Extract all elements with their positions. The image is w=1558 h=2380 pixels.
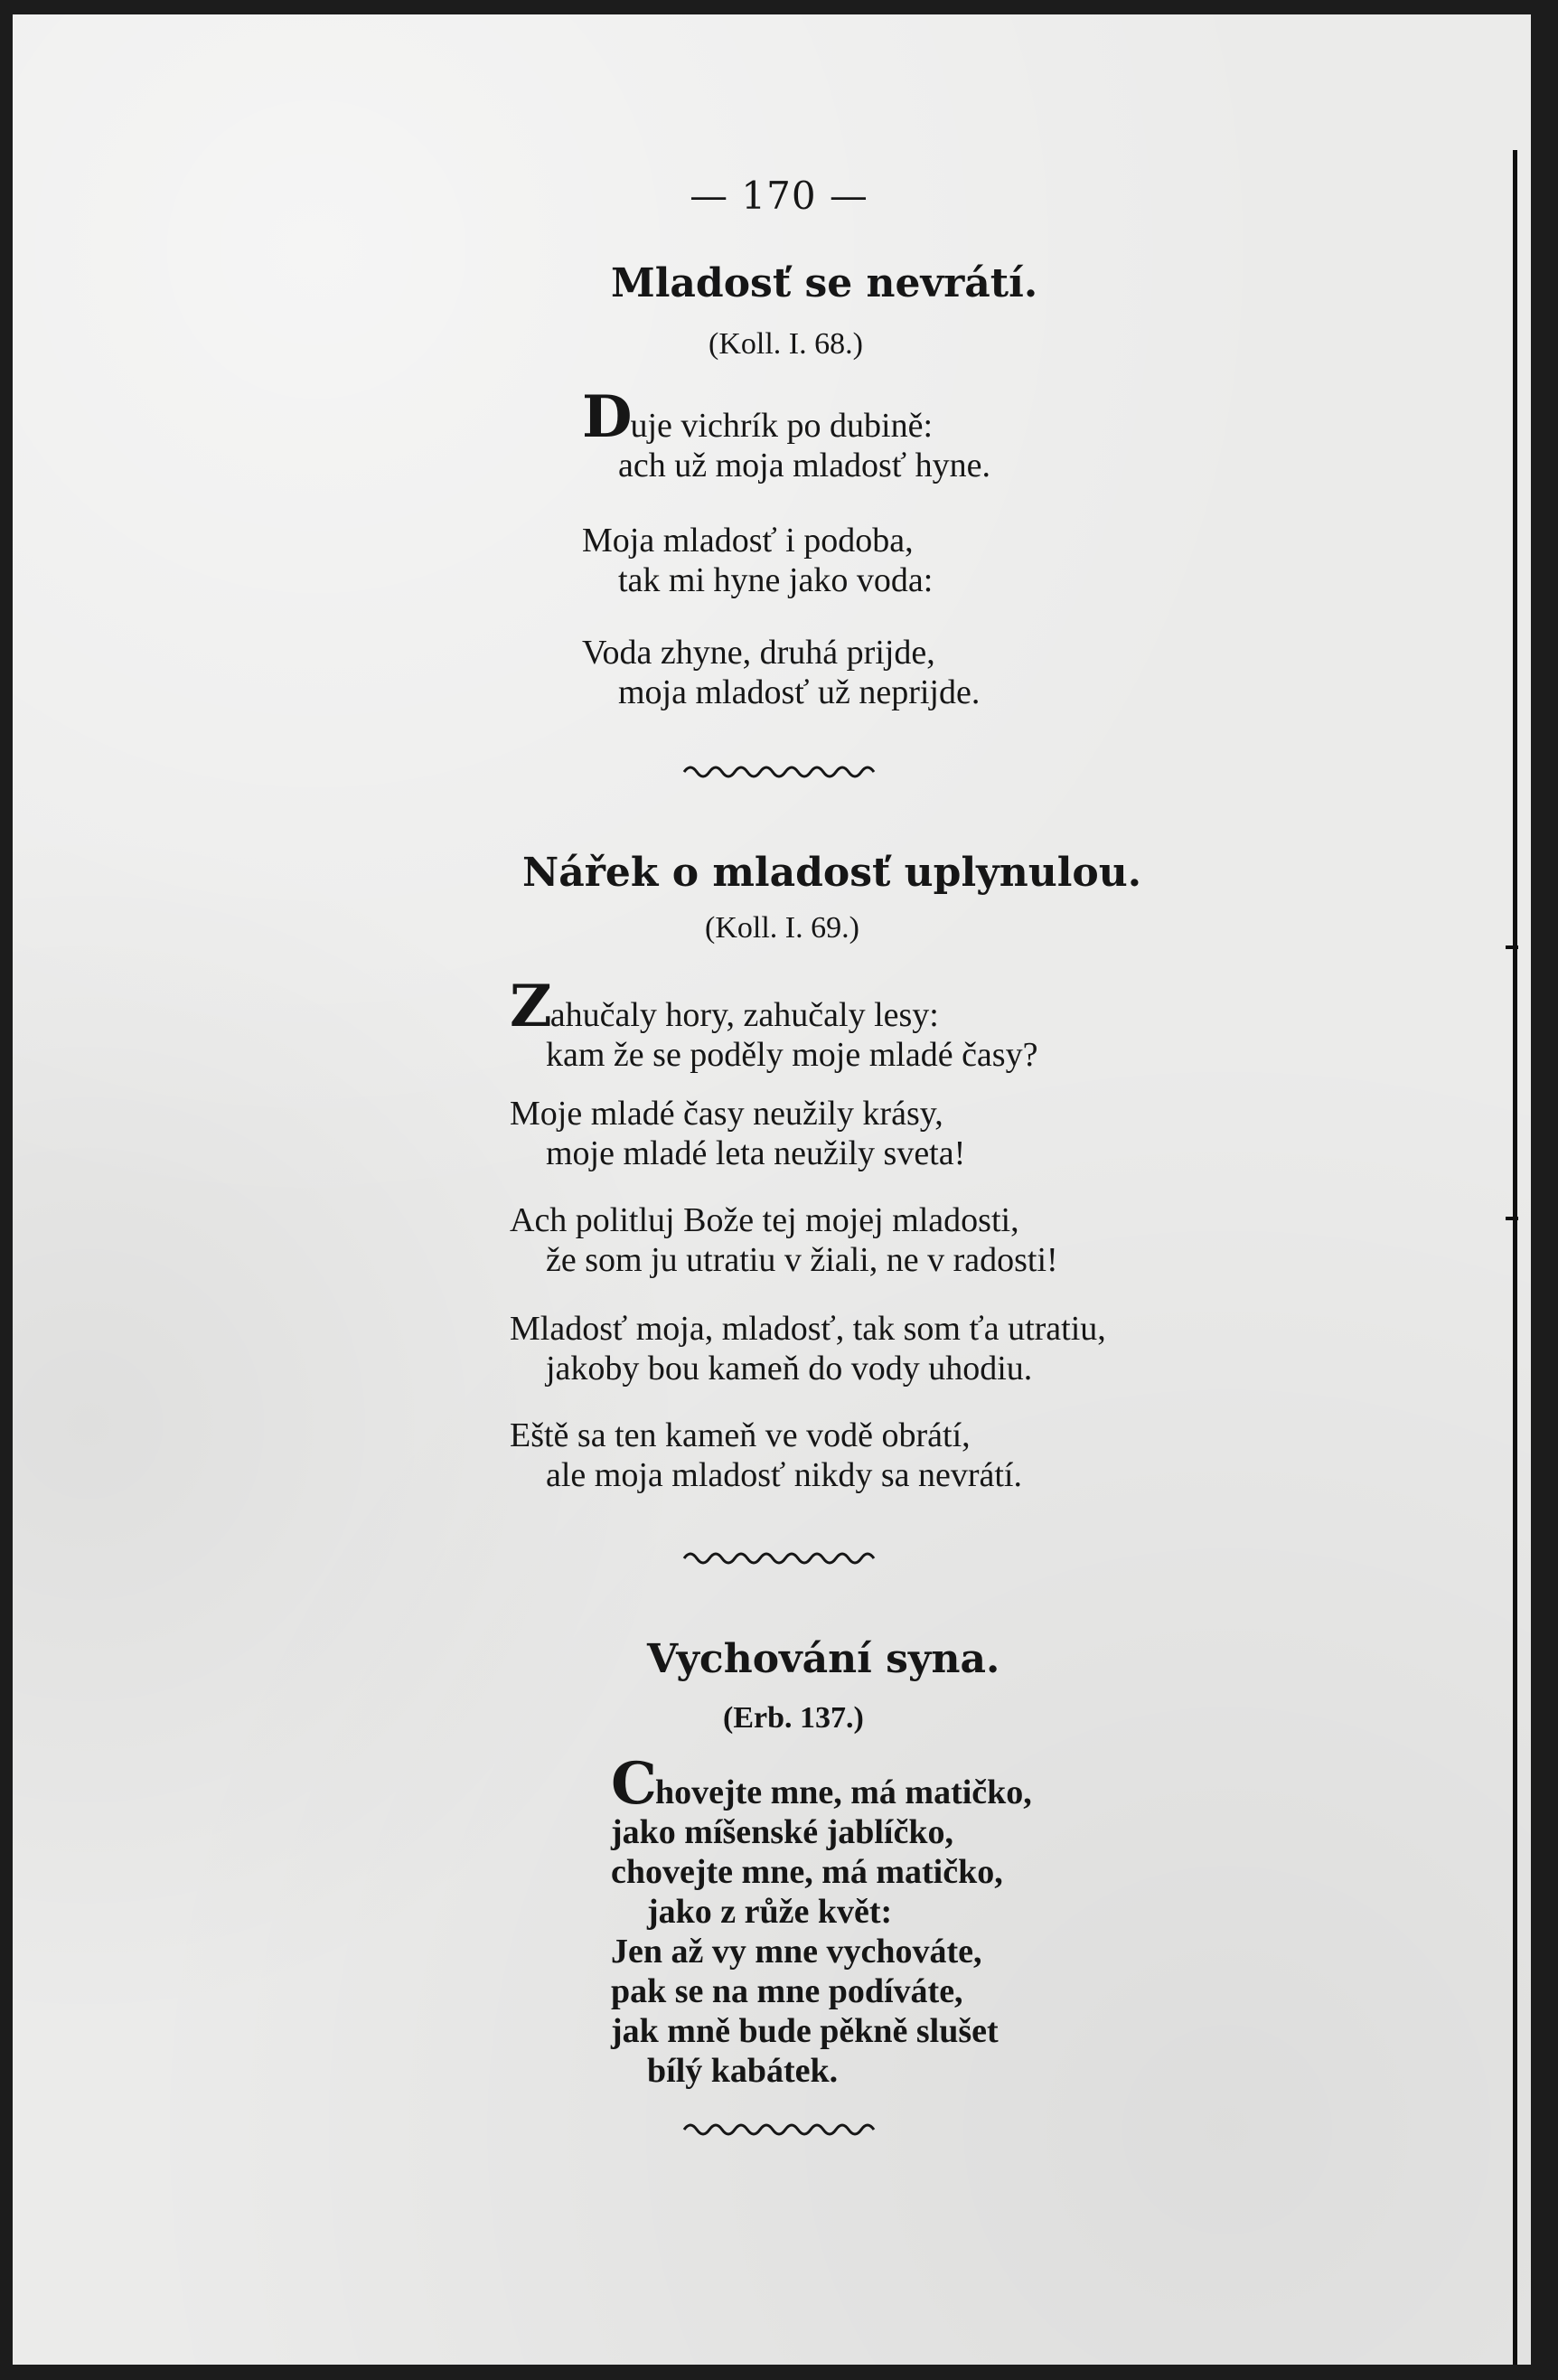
poem-source: (Erb. 137.) — [723, 1701, 864, 1735]
poem-body — [582, 521, 933, 600]
stanza — [510, 1094, 965, 1173]
verse-line: kam že se poděly moje mladé časy? — [546, 1036, 1038, 1074]
poem-source: (Koll. I. 68.) — [709, 327, 863, 361]
verse-line: Jen až vy mne vychováte, — [611, 1933, 982, 1971]
verse-line: Duje vichrík po dubině: — [582, 383, 934, 451]
verse-line: jakoby bou kameň do vody uhodiu. — [546, 1350, 1033, 1388]
poem-title: Vychování syna. — [647, 1636, 1000, 1682]
verse-line: ach už moja mladosť hyne. — [618, 447, 990, 484]
stanza — [510, 1416, 1022, 1495]
drop-cap: D — [582, 383, 631, 451]
verse-line: Moje mladé časy neužily krásy, — [510, 1095, 943, 1133]
verse-line: že som ju utratiu v žiali, ne v radosti! — [546, 1241, 1058, 1279]
ornament-divider — [0, 1547, 1558, 1569]
verse-line: jak mně bude pěkně slušet — [611, 2012, 999, 2050]
verse-line: bílý kabátek. — [647, 2052, 839, 2090]
verse-line: moje mladé leta neužily sveta! — [546, 1134, 966, 1172]
drop-cap: Z — [510, 973, 550, 1040]
verse-line: Zahučaly hory, zahučaly lesy: — [510, 973, 939, 1040]
drop-cap: C — [611, 1750, 655, 1818]
verse-line: Ach politluj Bože tej mojej mladosti, — [510, 1201, 1019, 1239]
stanza — [510, 1309, 1106, 1388]
poem-body — [582, 633, 980, 712]
verse-line: jako z růže květ: — [647, 1893, 893, 1931]
page-edge-notch — [1506, 1217, 1518, 1220]
verse-line: Eště sa ten kameň ve vodě obrátí, — [510, 1416, 971, 1454]
page-number: — 170 — — [690, 174, 868, 218]
poem-title: Mladosť se nevrátí. — [611, 260, 1038, 306]
verse-line: Voda zhyne, druhá prijde, — [582, 634, 935, 672]
page-edge-notch — [1506, 945, 1518, 949]
verse-line: Moja mladosť i podoba, — [582, 522, 914, 560]
verse-line: chovejte mne, má matičko, — [611, 1853, 1003, 1891]
page-edge-line — [1513, 150, 1517, 2365]
stanza — [510, 1200, 1058, 1280]
stanza — [510, 973, 1038, 1075]
poem-body — [582, 383, 990, 485]
stanza — [582, 383, 990, 485]
verse-line: pak se na mne podíváte, — [611, 1972, 963, 2010]
ornament-divider — [0, 2119, 1558, 2140]
poem-body — [611, 1750, 1032, 2091]
verse-line: ale moja mladosť nikdy sa nevrátí. — [546, 1456, 1022, 1494]
verse-line: Mladosť moja, mladosť, tak som ťa utratiu, — [510, 1310, 1106, 1348]
verse-line: tak mi hyne jako voda: — [618, 561, 934, 599]
verse-line: Chovejte mne, má matičko, — [611, 1750, 1032, 1818]
ornament-divider — [0, 761, 1558, 783]
verse-line: moja mladosť už neprijde. — [618, 673, 981, 711]
poem-title: Nářek o mladosť uplynulou. — [522, 850, 1142, 896]
poem-source: (Koll. I. 69.) — [705, 911, 859, 945]
verse-line: jako míšenské jablíčko, — [611, 1813, 953, 1851]
